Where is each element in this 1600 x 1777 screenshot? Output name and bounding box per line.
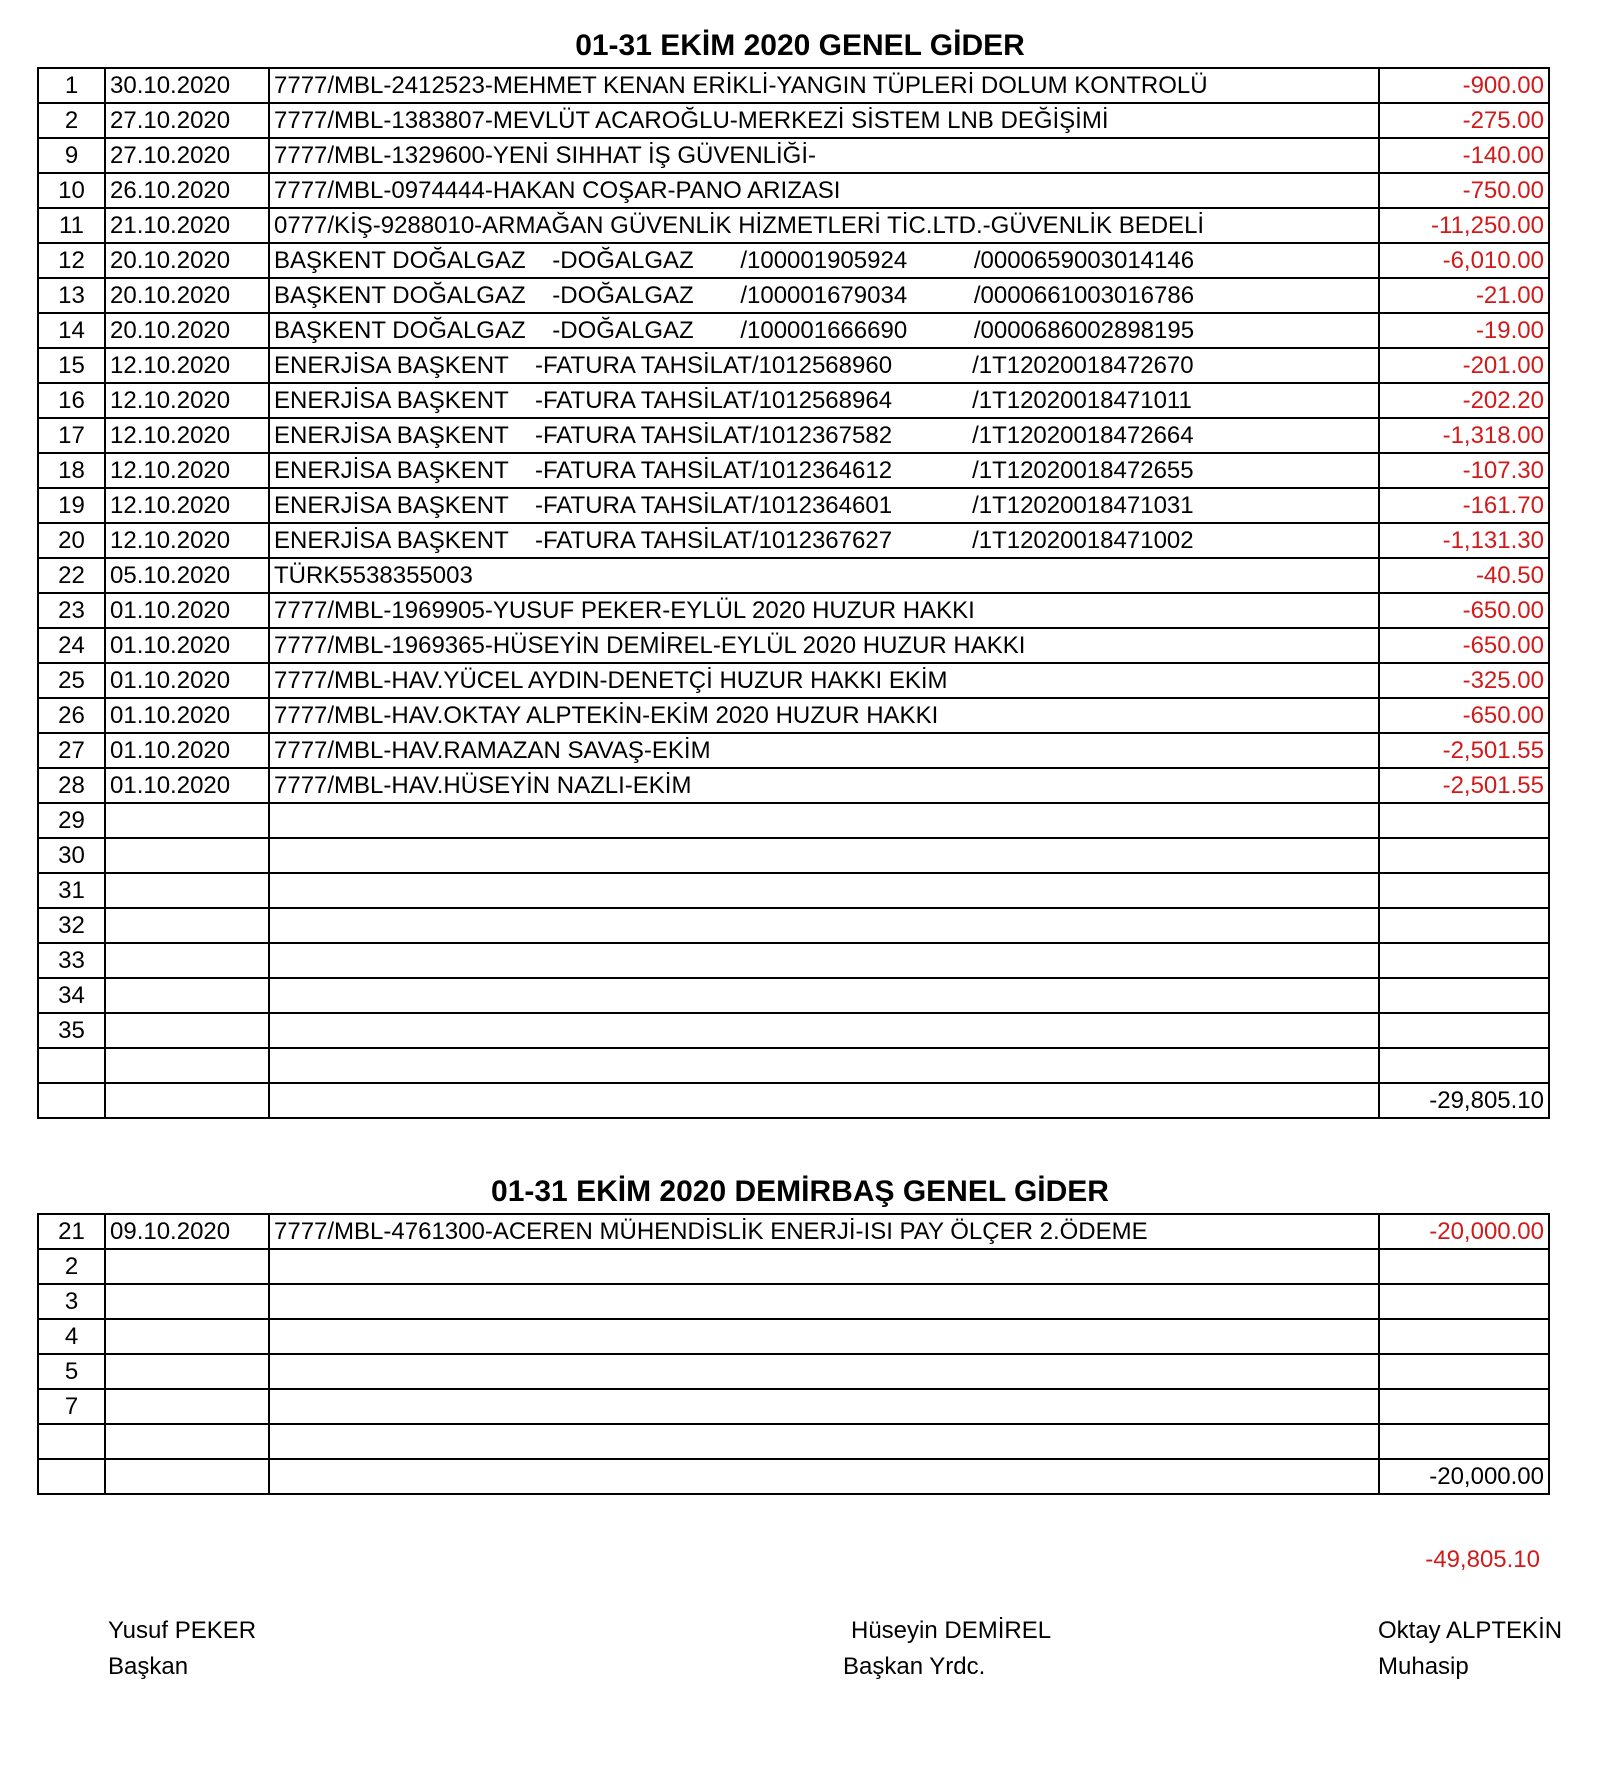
row-number: 9 — [38, 138, 105, 173]
total-row — [38, 1459, 1549, 1494]
row-date: 12.10.2020 — [105, 383, 269, 418]
row-description — [269, 943, 1379, 978]
total-row — [38, 1083, 1549, 1118]
row-amount — [1379, 803, 1549, 838]
row-date: 12.10.2020 — [105, 453, 269, 488]
row-description: 7777/MBL-HAV.OKTAY ALPTEKİN-EKİM 2020 HUZUR HAKKI — [269, 698, 1379, 733]
row-description — [269, 1319, 1379, 1354]
table-row — [38, 243, 1549, 278]
row-amount: -275.00 — [1379, 103, 1549, 138]
row-amount: -161.70 — [1379, 488, 1549, 523]
row-description — [269, 838, 1379, 873]
row-number: 12 — [38, 243, 105, 278]
row-date — [105, 1284, 269, 1319]
signature-name: Hüseyin DEMİREL — [851, 1617, 1052, 1644]
row-date — [105, 873, 269, 908]
row-amount: -202.20 — [1379, 383, 1549, 418]
row-number: 11 — [38, 208, 105, 243]
row-description: 7777/MBL-4761300-ACEREN MÜHENDİSLİK ENERJİ-ISI PAY ÖLÇER 2.ÖDEME — [269, 1214, 1379, 1249]
table-row — [38, 663, 1549, 698]
row-number: 30 — [38, 838, 105, 873]
row-amount — [1379, 1249, 1549, 1284]
table-row — [38, 838, 1549, 873]
row-number: 19 — [38, 488, 105, 523]
row-number: 10 — [38, 173, 105, 208]
table-row — [38, 593, 1549, 628]
row-number: 29 — [38, 803, 105, 838]
row-date: 05.10.2020 — [105, 558, 269, 593]
row-number: 31 — [38, 873, 105, 908]
row-amount — [1379, 1284, 1549, 1319]
row-description: 0777/KİŞ-9288010-ARMAĞAN GÜVENLİK HİZMETLERİ TİC.LTD.-GÜVENLİK BEDELİ — [269, 208, 1379, 243]
row-date: 21.10.2020 — [105, 208, 269, 243]
table-row — [38, 523, 1549, 558]
table-row — [38, 1389, 1549, 1424]
row-description: ENERJİSA BAŞKENT -FATURA TAHSİLAT/1012367627 /1T12020018471002 — [269, 523, 1379, 558]
row-amount: -201.00 — [1379, 348, 1549, 383]
row-description — [269, 1354, 1379, 1389]
table-row — [38, 698, 1549, 733]
signature-baskan — [108, 1613, 256, 1685]
row-date: 20.10.2020 — [105, 313, 269, 348]
row-number: 33 — [38, 943, 105, 978]
row-number: 4 — [38, 1319, 105, 1354]
row-date — [105, 838, 269, 873]
row-description: BAŞKENT DOĞALGAZ -DOĞALGAZ /100001905924 /0000659003014146 — [269, 243, 1379, 278]
row-description — [269, 1249, 1379, 1284]
row-date — [105, 1048, 269, 1083]
empty-cell — [105, 1083, 269, 1118]
table-row — [38, 803, 1549, 838]
table-row — [38, 313, 1549, 348]
row-description: ENERJİSA BAŞKENT -FATURA TAHSİLAT/1012364601 /1T12020018471031 — [269, 488, 1379, 523]
row-number: 5 — [38, 1354, 105, 1389]
row-date — [105, 1319, 269, 1354]
row-date — [105, 1354, 269, 1389]
row-amount — [1379, 943, 1549, 978]
row-description: BAŞKENT DOĞALGAZ -DOĞALGAZ /100001666690 /0000686002898195 — [269, 313, 1379, 348]
row-description: 7777/MBL-1969365-HÜSEYİN DEMİREL-EYLÜL 2020 HUZUR HAKKI — [269, 628, 1379, 663]
table-row — [38, 768, 1549, 803]
table-row — [38, 1284, 1549, 1319]
row-amount — [1379, 873, 1549, 908]
row-description — [269, 978, 1379, 1013]
empty-cell — [105, 1459, 269, 1494]
signature-role: Başkan — [108, 1653, 189, 1680]
row-date: 27.10.2020 — [105, 103, 269, 138]
table-row — [38, 1214, 1549, 1249]
table-row — [38, 1319, 1549, 1354]
signature-name: Yusuf PEKER — [108, 1617, 257, 1644]
row-description: BAŞKENT DOĞALGAZ -DOĞALGAZ /100001679034 /0000661003016786 — [269, 278, 1379, 313]
table-row — [38, 278, 1549, 313]
row-amount: -20,000.00 — [1379, 1214, 1549, 1249]
row-date: 12.10.2020 — [105, 488, 269, 523]
empty-cell — [38, 1083, 105, 1118]
section-total: -20,000.00 — [1379, 1459, 1549, 1494]
row-number: 13 — [38, 278, 105, 313]
row-date — [105, 1424, 269, 1459]
row-amount: -1,131.30 — [1379, 523, 1549, 558]
table-row — [38, 1013, 1549, 1048]
table-row — [38, 173, 1549, 208]
table-row — [38, 138, 1549, 173]
grand-total: -49,805.10 — [1425, 1546, 1540, 1573]
row-amount: -900.00 — [1379, 68, 1549, 103]
row-number: 27 — [38, 733, 105, 768]
row-amount: -2,501.55 — [1379, 768, 1549, 803]
row-date — [105, 803, 269, 838]
row-description: 7777/MBL-1383807-MEVLÜT ACAROĞLU-MERKEZİ SİSTEM LNB DEĞİŞİMİ — [269, 103, 1379, 138]
row-date: 12.10.2020 — [105, 348, 269, 383]
section-total: -29,805.10 — [1379, 1083, 1549, 1118]
empty-cell — [38, 1459, 105, 1494]
row-amount — [1379, 978, 1549, 1013]
row-number: 22 — [38, 558, 105, 593]
row-number: 15 — [38, 348, 105, 383]
row-date: 26.10.2020 — [105, 173, 269, 208]
row-description: 7777/MBL-1969905-YUSUF PEKER-EYLÜL 2020 HUZUR HAKKI — [269, 593, 1379, 628]
table-row — [38, 383, 1549, 418]
row-number: 21 — [38, 1214, 105, 1249]
signature-role: Başkan Yrdc. — [843, 1653, 986, 1680]
table-row — [38, 1424, 1549, 1459]
table-row — [38, 68, 1549, 103]
row-description — [269, 908, 1379, 943]
row-number: 32 — [38, 908, 105, 943]
row-date: 12.10.2020 — [105, 418, 269, 453]
row-amount: -40.50 — [1379, 558, 1549, 593]
row-description — [269, 1389, 1379, 1424]
row-date: 01.10.2020 — [105, 628, 269, 663]
row-number: 17 — [38, 418, 105, 453]
table-row — [38, 488, 1549, 523]
signature-baskan-yrdc — [843, 1613, 1051, 1685]
row-number: 26 — [38, 698, 105, 733]
row-number: 35 — [38, 1013, 105, 1048]
row-number: 14 — [38, 313, 105, 348]
table-row — [38, 908, 1549, 943]
row-number: 2 — [38, 103, 105, 138]
row-amount: -21.00 — [1379, 278, 1549, 313]
row-amount: -750.00 — [1379, 173, 1549, 208]
row-number: 25 — [38, 663, 105, 698]
row-amount: -650.00 — [1379, 628, 1549, 663]
table-row — [38, 733, 1549, 768]
row-number: 23 — [38, 593, 105, 628]
row-date: 30.10.2020 — [105, 68, 269, 103]
row-date — [105, 1389, 269, 1424]
row-number: 16 — [38, 383, 105, 418]
row-number: 24 — [38, 628, 105, 663]
row-amount — [1379, 1048, 1549, 1083]
row-amount: -650.00 — [1379, 698, 1549, 733]
row-description: 7777/MBL-HAV.YÜCEL AYDIN-DENETÇİ HUZUR HAKKI EKİM — [269, 663, 1379, 698]
row-description: TÜRK5538355003 — [269, 558, 1379, 593]
row-amount — [1379, 1319, 1549, 1354]
row-amount: -107.30 — [1379, 453, 1549, 488]
row-amount — [1379, 838, 1549, 873]
row-description: ENERJİSA BAŞKENT -FATURA TAHSİLAT/1012568960 /1T12020018472670 — [269, 348, 1379, 383]
row-date: 01.10.2020 — [105, 768, 269, 803]
row-amount: -325.00 — [1379, 663, 1549, 698]
row-date: 27.10.2020 — [105, 138, 269, 173]
table-row — [38, 103, 1549, 138]
row-amount — [1379, 1389, 1549, 1424]
row-date — [105, 943, 269, 978]
row-date: 01.10.2020 — [105, 663, 269, 698]
table-row — [38, 943, 1549, 978]
empty-cell — [269, 1083, 1379, 1118]
row-amount — [1379, 1354, 1549, 1389]
row-date: 20.10.2020 — [105, 243, 269, 278]
row-number: 28 — [38, 768, 105, 803]
row-date — [105, 978, 269, 1013]
table-row — [38, 1354, 1549, 1389]
row-date — [105, 908, 269, 943]
row-date — [105, 1013, 269, 1048]
row-date — [105, 1249, 269, 1284]
row-date: 12.10.2020 — [105, 523, 269, 558]
table-row — [38, 1249, 1549, 1284]
row-description — [269, 1048, 1379, 1083]
row-description — [269, 1424, 1379, 1459]
row-amount: -1,318.00 — [1379, 418, 1549, 453]
row-number: 2 — [38, 1249, 105, 1284]
table-row — [38, 418, 1549, 453]
row-description: 7777/MBL-2412523-MEHMET KENAN ERİKLİ-YANGIN TÜPLERİ DOLUM KONTROLÜ — [269, 68, 1379, 103]
row-amount: -19.00 — [1379, 313, 1549, 348]
signature-muhasip — [1378, 1613, 1562, 1685]
row-amount — [1379, 1424, 1549, 1459]
row-description — [269, 1284, 1379, 1319]
row-description — [269, 873, 1379, 908]
row-number: 34 — [38, 978, 105, 1013]
row-date: 01.10.2020 — [105, 698, 269, 733]
row-date: 20.10.2020 — [105, 278, 269, 313]
empty-cell — [269, 1459, 1379, 1494]
row-amount: -140.00 — [1379, 138, 1549, 173]
row-date: 01.10.2020 — [105, 593, 269, 628]
row-amount: -650.00 — [1379, 593, 1549, 628]
row-description: ENERJİSA BAŞKENT -FATURA TAHSİLAT/1012364612 /1T12020018472655 — [269, 453, 1379, 488]
row-amount — [1379, 1013, 1549, 1048]
row-date: 01.10.2020 — [105, 733, 269, 768]
signature-name: Oktay ALPTEKİN — [1378, 1617, 1563, 1644]
table-row — [38, 873, 1549, 908]
genel-gider-table — [37, 67, 1550, 1119]
table-row — [38, 348, 1549, 383]
row-description: 7777/MBL-HAV.RAMAZAN SAVAŞ-EKİM — [269, 733, 1379, 768]
row-description — [269, 1013, 1379, 1048]
row-description: ENERJİSA BAŞKENT -FATURA TAHSİLAT/1012568964 /1T12020018471011 — [269, 383, 1379, 418]
row-number: 7 — [38, 1389, 105, 1424]
row-amount: -11,250.00 — [1379, 208, 1549, 243]
row-description: 7777/MBL-1329600-YENİ SIHHAT İŞ GÜVENLİĞİ- — [269, 138, 1379, 173]
row-number — [38, 1048, 105, 1083]
row-number: 3 — [38, 1284, 105, 1319]
row-description: 7777/MBL-HAV.HÜSEYİN NAZLI-EKİM — [269, 768, 1379, 803]
table-row — [38, 628, 1549, 663]
signature-role: Muhasip — [1378, 1653, 1469, 1680]
row-description — [269, 803, 1379, 838]
row-amount — [1379, 908, 1549, 943]
row-number: 18 — [38, 453, 105, 488]
table-row — [38, 978, 1549, 1013]
row-description: 7777/MBL-0974444-HAKAN COŞAR-PANO ARIZASI — [269, 173, 1379, 208]
row-number: 20 — [38, 523, 105, 558]
table-row — [38, 1048, 1549, 1083]
row-date: 09.10.2020 — [105, 1214, 269, 1249]
row-number: 1 — [38, 68, 105, 103]
row-number — [38, 1424, 105, 1459]
section1-title: 01-31 EKİM 2020 GENEL GİDER — [575, 29, 1025, 62]
section2-title: 01-31 EKİM 2020 DEMİRBAŞ GENEL GİDER — [491, 1175, 1109, 1208]
row-amount: -2,501.55 — [1379, 733, 1549, 768]
demirbas-gider-table — [37, 1213, 1550, 1495]
table-row — [38, 208, 1549, 243]
table-row — [38, 453, 1549, 488]
row-description: ENERJİSA BAŞKENT -FATURA TAHSİLAT/1012367582 /1T12020018472664 — [269, 418, 1379, 453]
table-row — [38, 558, 1549, 593]
row-amount: -6,010.00 — [1379, 243, 1549, 278]
